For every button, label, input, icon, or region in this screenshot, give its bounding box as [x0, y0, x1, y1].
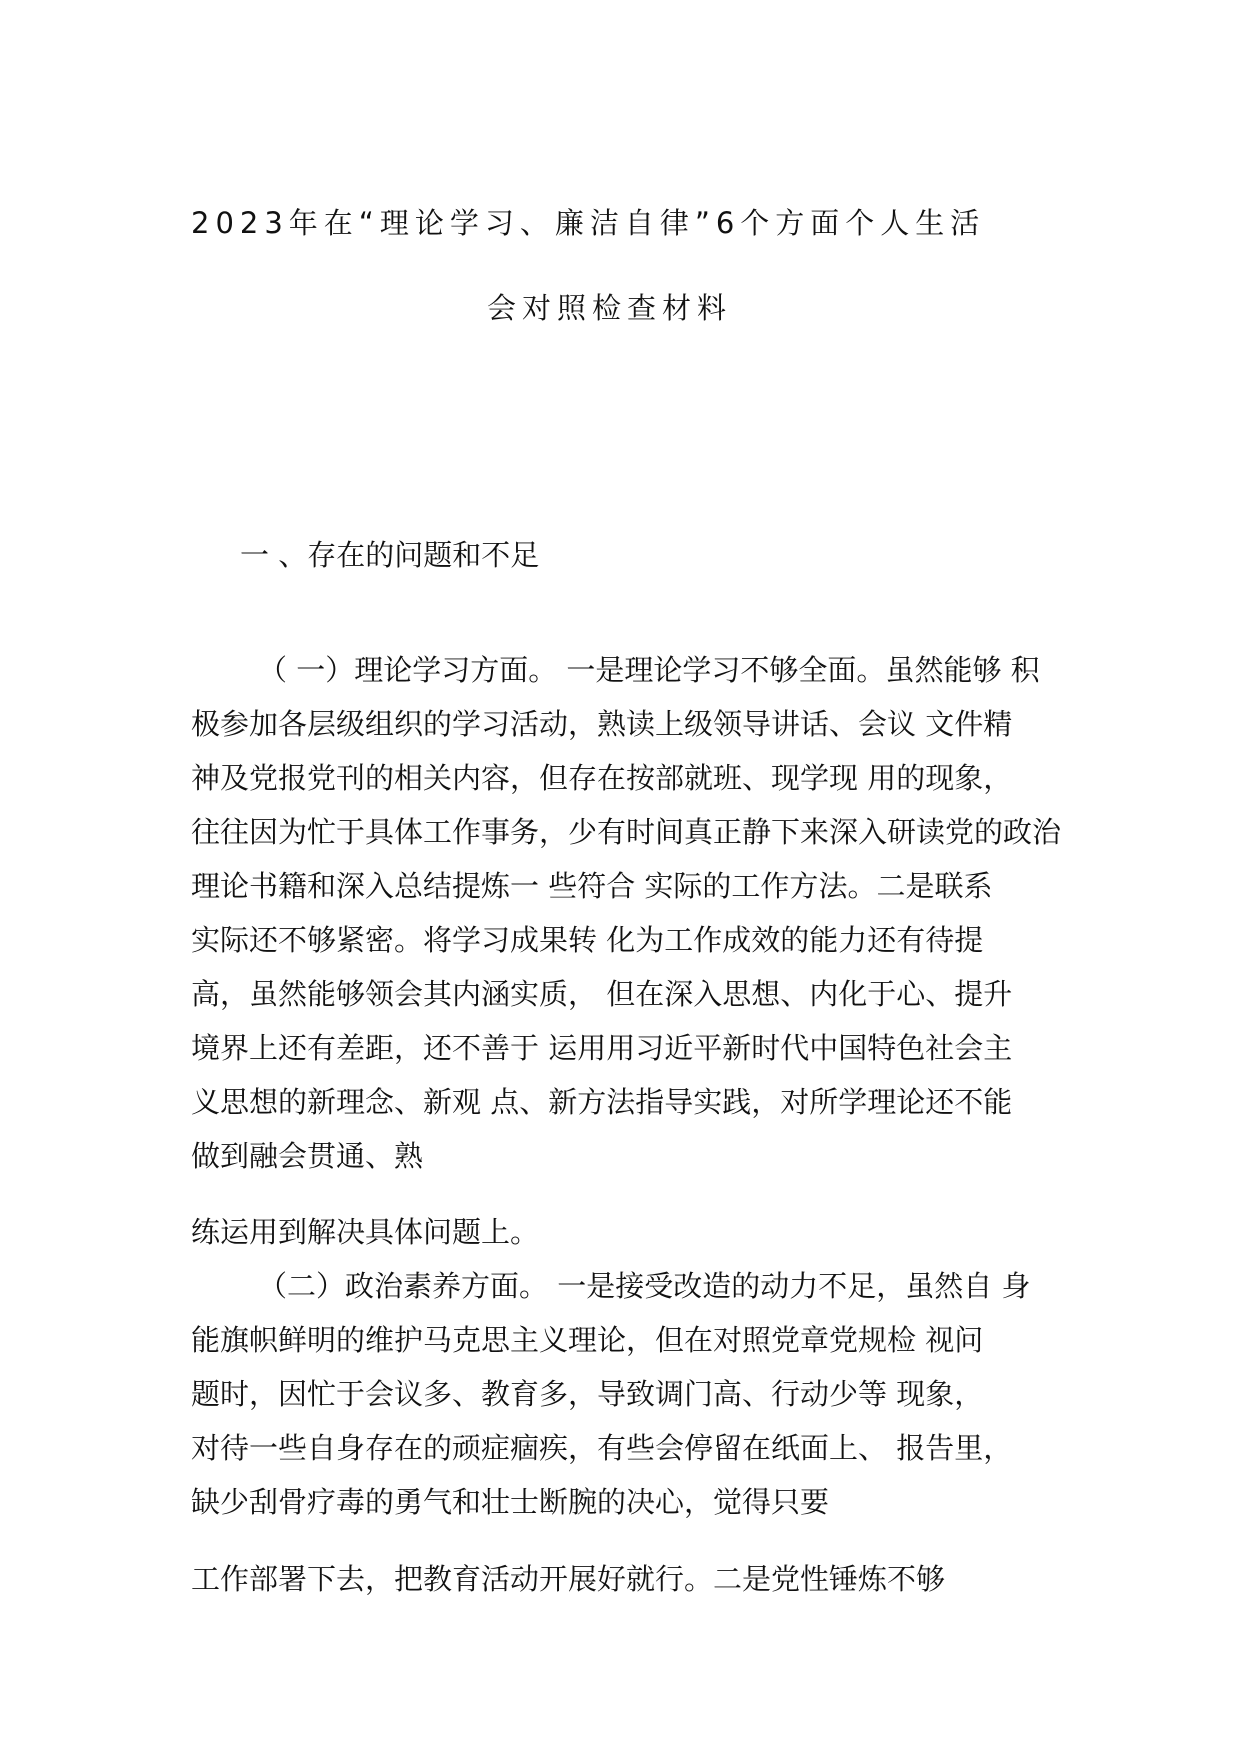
body-line: 做到融会贯通、熟 — [191, 1139, 424, 1173]
body-line: 高，虽然能够领会其内涵实质， 但在深入思想、内化于心、提升 — [191, 977, 1013, 1011]
body-line: 对待一些自身存在的顽症痼疾，有些会停留在纸面上、 报告里， — [191, 1431, 1013, 1465]
body-line: 境界上还有差距，还不善于 运用用习近平新时代中国特色社会主 — [191, 1031, 1013, 1065]
body-line: 义思想的新理念、新观 点、新方法指导实践，对所学理论还不能 — [191, 1085, 1013, 1119]
body-line: 缺少刮骨疗毒的勇气和壮士断腕的决心，觉得只要 — [191, 1485, 830, 1519]
body-line: 极参加各层级组织的学习活动，熟读上级领导讲话、会议 文件精 — [191, 707, 1013, 741]
body-line: 题时，因忙于会议多、教育多，导致调门高、行动少等 现象， — [191, 1377, 984, 1411]
section-heading: 一 、存在的问题和不足 — [240, 538, 540, 572]
body-line: 神及党报党刊的相关内容，但存在按部就班、现学现 用的现象， — [191, 761, 1013, 795]
body-line: 工作部署下去，把教育活动开展好就行。二是党性锤炼不够 — [191, 1562, 946, 1596]
body-line: （二）政治素养方面。 一是接受改造的动力不足，虽然自 身 — [258, 1269, 1031, 1303]
body-line: 实际还不够紧密。将学习成果转 化为工作成效的能力还有待提 — [191, 923, 984, 957]
body-line: （ 一）理论学习方面。 一是理论学习不够全面。虽然能够 积 — [258, 653, 1040, 687]
body-line: 能旗帜鲜明的维护马克思主义理论，但在对照党章党规检 视问 — [191, 1323, 984, 1357]
document-title-line-2: 会对照检查材料 — [487, 291, 733, 325]
body-line: 理论书籍和深入总结提炼一 些符合 实际的工作方法。二是联系 — [191, 869, 993, 903]
body-line: 往往因为忙于具体工作事务，少有时间真正静下来深入研读党的政治 — [191, 815, 1062, 849]
document-title-line-1: 2023年在“理论学习、廉洁自律”6个方面个人生活 — [191, 206, 986, 240]
body-line: 练运用到解决具体问题上。 — [191, 1215, 540, 1249]
